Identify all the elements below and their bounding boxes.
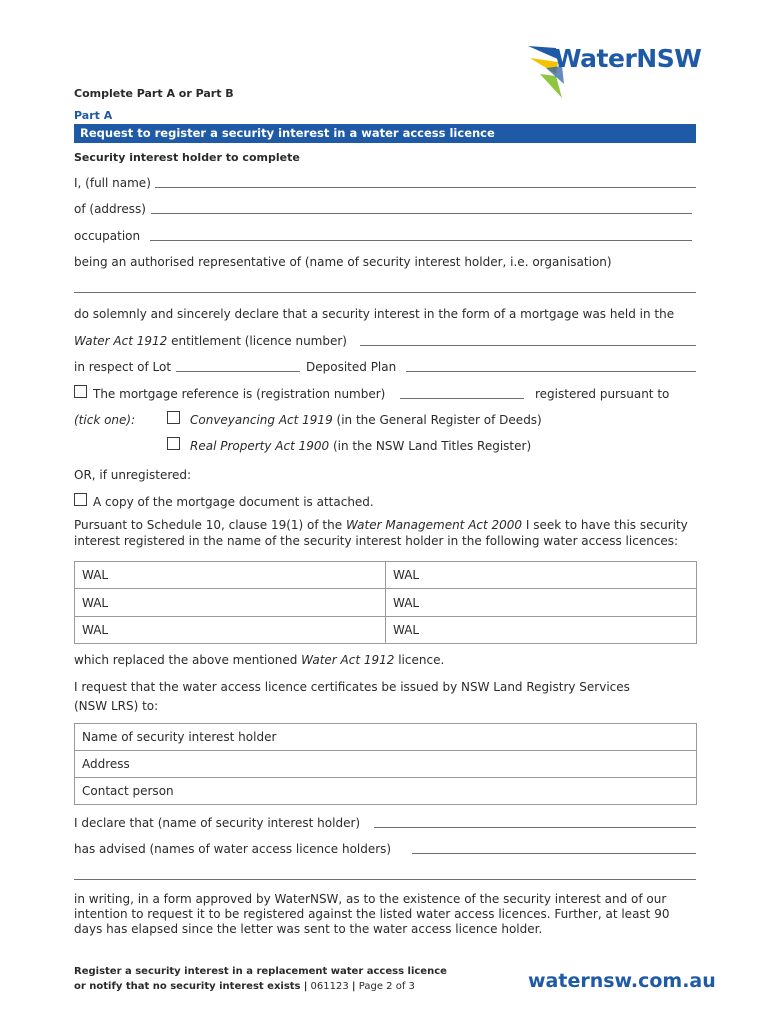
mortgage-reference-checkbox[interactable] xyxy=(74,385,87,398)
table-row xyxy=(75,751,697,778)
request-line-1: I request that the water access licence certificates be issued by NSW Land Registry Services xyxy=(74,680,630,694)
holder-name-cell[interactable]: Name of security interest holder xyxy=(75,724,697,751)
holder-contact-cell[interactable]: Contact person xyxy=(75,778,697,805)
wal-cell[interactable]: WAL xyxy=(75,617,386,644)
footer-sep-1: | xyxy=(303,981,308,992)
footer-title-2-text: or notify that no security interest exists xyxy=(74,981,301,992)
table-row xyxy=(75,617,697,644)
real-property-act-label xyxy=(190,439,531,454)
copy-attached-label: A copy of the mortgage document is attached. xyxy=(93,495,374,509)
full-name-field[interactable] xyxy=(155,187,696,188)
footer-title-1: Register a security interest in a replacement water access licence xyxy=(74,966,447,977)
table-row xyxy=(75,589,697,617)
sub-heading: Security interest holder to complete xyxy=(74,151,300,164)
copy-attached-checkbox[interactable] xyxy=(74,493,87,506)
request-line-2: (NSW LRS) to: xyxy=(74,699,159,713)
writing-line-1: in writing, in a form approved by WaterNSW, as to the existence of the security interest and of our xyxy=(74,892,667,906)
declare-name-field[interactable] xyxy=(374,827,696,828)
pursuant-text-b: I seek to have this security xyxy=(522,518,688,532)
address-field[interactable] xyxy=(151,213,692,214)
section-title: Request to register a security interest in a water access licence xyxy=(80,126,495,140)
wal-cell[interactable]: WAL xyxy=(75,589,386,617)
wal-cell[interactable]: WAL xyxy=(386,562,697,589)
logo-text: WaterNSW xyxy=(554,44,702,73)
wal-cell[interactable]: WAL xyxy=(75,562,386,589)
advised-field[interactable] xyxy=(412,853,696,854)
real-property-act-name: Real Property Act 1900 xyxy=(190,439,330,453)
representative-label: being an authorised representative of (name of security interest holder, i.e. organisation) xyxy=(74,255,612,269)
holder-table xyxy=(74,723,697,805)
conveyancing-act-rest: (in the General Register of Deeds) xyxy=(332,413,542,427)
replaced-act: Water Act 1912 xyxy=(301,653,395,667)
holder-address-cell[interactable]: Address xyxy=(75,751,697,778)
footer-page: Page 2 of 3 xyxy=(358,981,415,992)
section-title-bar xyxy=(74,124,696,143)
declare-text: do solemnly and sincerely declare that a security interest in the form of a mortgage was held in the xyxy=(74,307,675,321)
water-act-1912: Water Act 1912 xyxy=(74,334,168,348)
footer-website-link[interactable]: waternsw.com.au xyxy=(528,970,716,992)
tick-one-text: (tick one): xyxy=(74,413,136,427)
replaced-text xyxy=(74,653,444,668)
entitlement-label xyxy=(74,334,347,349)
instruction-heading: Complete Part A or Part B xyxy=(74,87,234,100)
real-property-act-rest: (in the NSW Land Titles Register) xyxy=(329,439,532,453)
pursuant-text-a: Pursuant to Schedule 10, clause 19(1) of the xyxy=(74,518,346,532)
licence-number-field[interactable] xyxy=(360,345,696,346)
registered-pursuant-label: registered pursuant to xyxy=(535,387,670,401)
footer-code: 061123 xyxy=(310,981,349,992)
deposited-plan-field[interactable] xyxy=(406,371,696,372)
mortgage-reference-label: The mortgage reference is (registration number) xyxy=(93,387,386,401)
wal-table xyxy=(74,561,697,644)
declare-name-label: I declare that (name of security interest holder) xyxy=(74,816,361,830)
writing-line-2: intention to request it to be registered against the listed water access licences. Further, at least 90 xyxy=(74,907,670,921)
address-label: of (address) xyxy=(74,202,146,216)
footer-sep-2: | xyxy=(351,981,356,992)
full-name-label: I, (full name) xyxy=(74,176,151,190)
table-row xyxy=(75,724,697,751)
wma-2000: Water Management Act 2000 xyxy=(345,518,523,532)
advised-label: has advised (names of water access licence holders) xyxy=(74,842,392,856)
occupation-field[interactable] xyxy=(150,240,692,241)
conveyancing-act-checkbox[interactable] xyxy=(167,411,180,424)
waternsw-logo xyxy=(526,40,700,102)
tick-one-label xyxy=(74,413,135,428)
representative-field[interactable] xyxy=(74,292,696,293)
or-unregistered-label: OR, if unregistered: xyxy=(74,468,192,482)
conveyancing-act-name: Conveyancing Act 1919 xyxy=(190,413,333,427)
lot-field[interactable] xyxy=(176,371,300,372)
occupation-label: occupation xyxy=(74,229,141,243)
advised-field-continued[interactable] xyxy=(74,879,696,880)
writing-line-3: days has elapsed since the letter was sent to the water access licence holder. xyxy=(74,922,543,936)
part-label: Part A xyxy=(74,109,113,122)
entitlement-text: entitlement (licence number) xyxy=(167,334,347,348)
footer-title-2 xyxy=(74,979,415,994)
pursuant-line-2: interest registered in the name of the security interest holder in the following water access licences: xyxy=(74,534,679,548)
conveyancing-act-label xyxy=(190,413,542,428)
replaced-text-b: licence. xyxy=(394,653,445,667)
real-property-act-checkbox[interactable] xyxy=(167,437,180,450)
table-row xyxy=(75,778,697,805)
wal-cell[interactable]: WAL xyxy=(386,617,697,644)
registration-number-field[interactable] xyxy=(400,398,524,399)
pursuant-line-1 xyxy=(74,518,688,533)
table-row xyxy=(75,562,697,589)
lot-label: in respect of Lot xyxy=(74,360,172,374)
deposited-plan-label: Deposited Plan xyxy=(306,360,397,374)
wal-cell[interactable]: WAL xyxy=(386,589,697,617)
replaced-text-a: which replaced the above mentioned xyxy=(74,653,302,667)
